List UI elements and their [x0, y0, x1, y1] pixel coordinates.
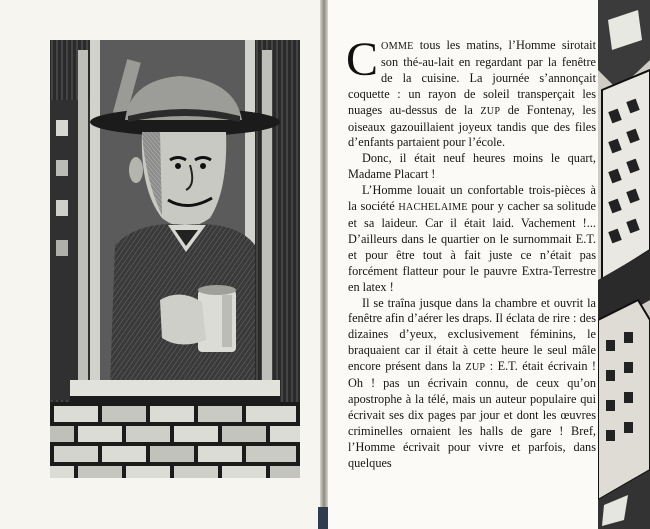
paragraph-2: Donc, il était neuf heures moins le quart, Madame Placart !	[348, 151, 596, 182]
paragraph-3: L’Homme louait un confortable trois-pièces à la société HACHELAIME pour y cacher sa solitude et sa laideur. Car il était laid. Vachement !... D’ailleurs dans le quartier on le surnommait E.T. et pour être tout à fait juste ce n’était pas forcément flatteur pour le pauvre Extra-Terrestre en latex !	[348, 183, 596, 294]
paragraph-4: Il se traîna jusque dans la chambre et ouvrit la fenêtre afin d’aérer les draps. Il éclata de rire : des dizaines d’yeux, exclusivement féminins, le braquaient car il était à cette heure le seul mâle encore présent dans la ZUP : E.T. était écrivain ! Oh ! pas un écrivain connu, de ceux qu’on apostrophe à la télé, mais un auteur populaire qui écrivait ses dix pages par jour et dont les œuvres criminelles ornaient les halls de gare ! Bref, l’Homme écrivait pour vivre et parfois, dans quelques	[348, 295, 596, 470]
next-page-edge	[598, 0, 650, 529]
smallcaps-opening: OMME	[381, 41, 414, 52]
hand	[160, 294, 206, 344]
left-page	[0, 0, 320, 529]
comic-buildings-drawing	[598, 0, 650, 529]
illustration-man-at-window	[50, 40, 300, 478]
paragraph-1: COMME tous les matins, l’Homme sirotait son thé-au-lait en regardant par la fenêtre de la cuisine. La journée s’annonçait coquette : un rayon de soleil transperçait les nuages au-dessus de la ZUP de Fontenay, les oiseaux gazouillaient joyeux tandis que des files d’enfants partaient pour l’école.	[346, 33, 596, 150]
drop-cap: C	[346, 33, 379, 86]
window-sill	[70, 380, 280, 398]
body-text	[346, 33, 596, 471]
book-gutter	[320, 0, 328, 529]
illustration-drawing	[50, 40, 300, 478]
company-name: HACHELAIME	[398, 202, 468, 214]
right-page	[328, 0, 598, 529]
brick-wall	[50, 402, 300, 478]
